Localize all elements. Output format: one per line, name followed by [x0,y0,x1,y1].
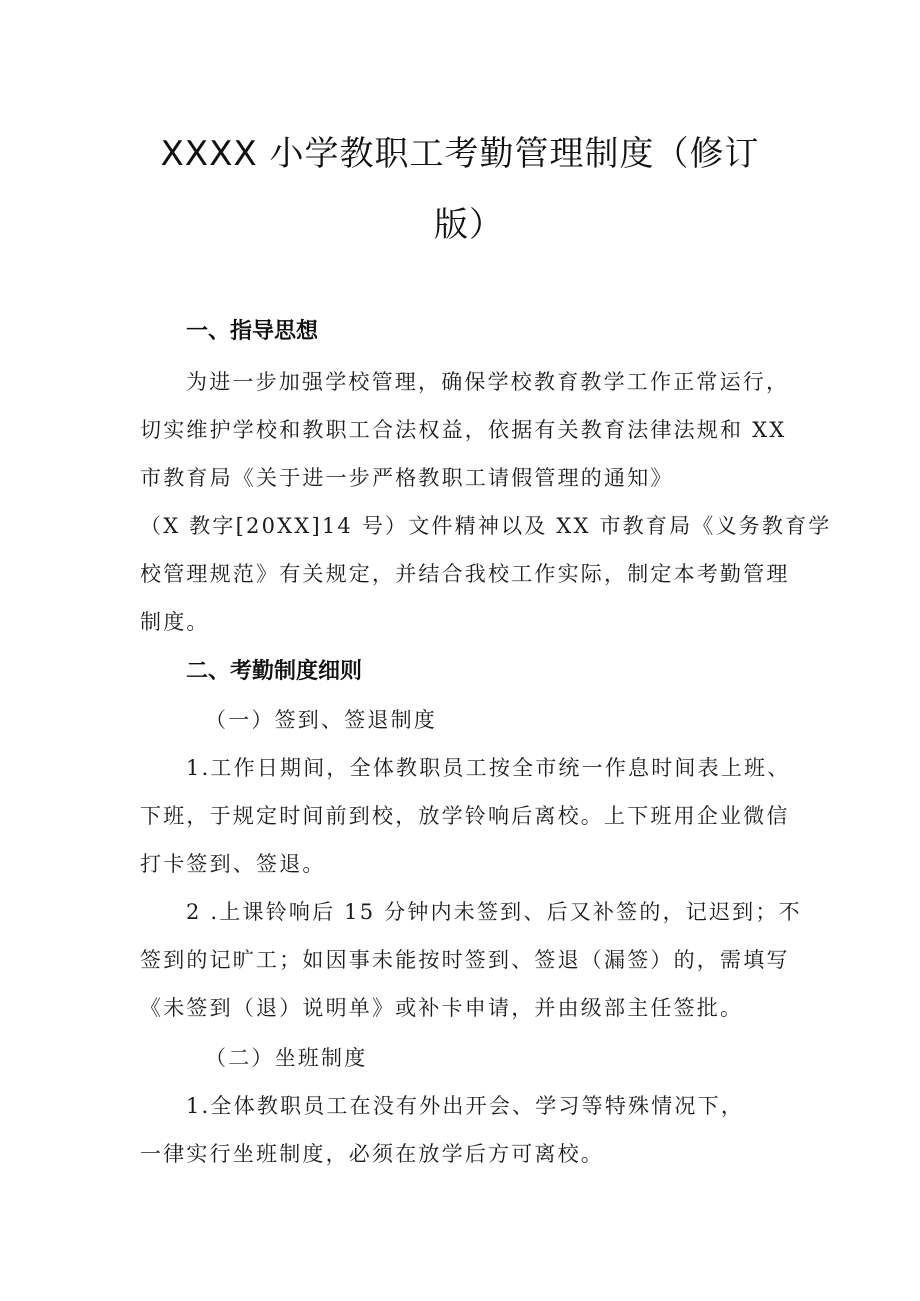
paragraph-line: 下班，于规定时间前到校，放学铃响后离校。上下班用企业微信 [140,804,790,828]
paragraph-line: 切实维护学校和教职工合法权益，依据有关教育法律法规和 XX [140,418,787,442]
paragraph-line: 一律实行坐班制度，必须在放学后方可离校。 [140,1142,604,1166]
paragraph-line: 制度。 [140,610,210,634]
subsection-heading-duty: （二）坐班制度 [205,1046,368,1070]
subsection-heading-signin: （一）签到、签退制度 [205,708,437,732]
document-title-line-1: XXXX 小学教职工考勤管理制度（修订 [160,134,760,174]
paragraph-line: （X 教字[20XX]14 号）文件精神以及 XX 市教育局《义务教育学 [140,514,832,538]
paragraph-line: 打卡签到、签退。 [140,852,326,876]
paragraph-line: 校管理规范》有关规定，并结合我校工作实际，制定本考勤管理 [140,562,790,586]
paragraph-line: 2 .上课铃响后 15 分钟内未签到、后又补签的，记迟到；不 [186,900,802,924]
section-heading-guiding-thought: 一、指导思想 [186,319,319,344]
paragraph-line: 1.全体教职员工在没有外出开会、学习等特殊情况下， [186,1094,745,1118]
paragraph-line: 签到的记旷工；如因事未能按时签到、签退（漏签）的，需填写 [140,948,790,972]
paragraph-line: 《未签到（退）说明单》或补卡申请，并由级部主任签批。 [140,996,744,1020]
paragraph-line: 1.工作日期间，全体教职员工按全市统一作息时间表上班、 [186,756,791,780]
section-heading-attendance-rules: 二、考勤制度细则 [186,659,363,684]
paragraph-line: 市教育局《关于进一步严格教职工请假管理的通知》 [140,466,674,490]
document-title-line-2: 版） [434,205,504,245]
paragraph-line: 为进一步加强学校管理，确保学校教育教学工作正常运行， [186,370,790,394]
